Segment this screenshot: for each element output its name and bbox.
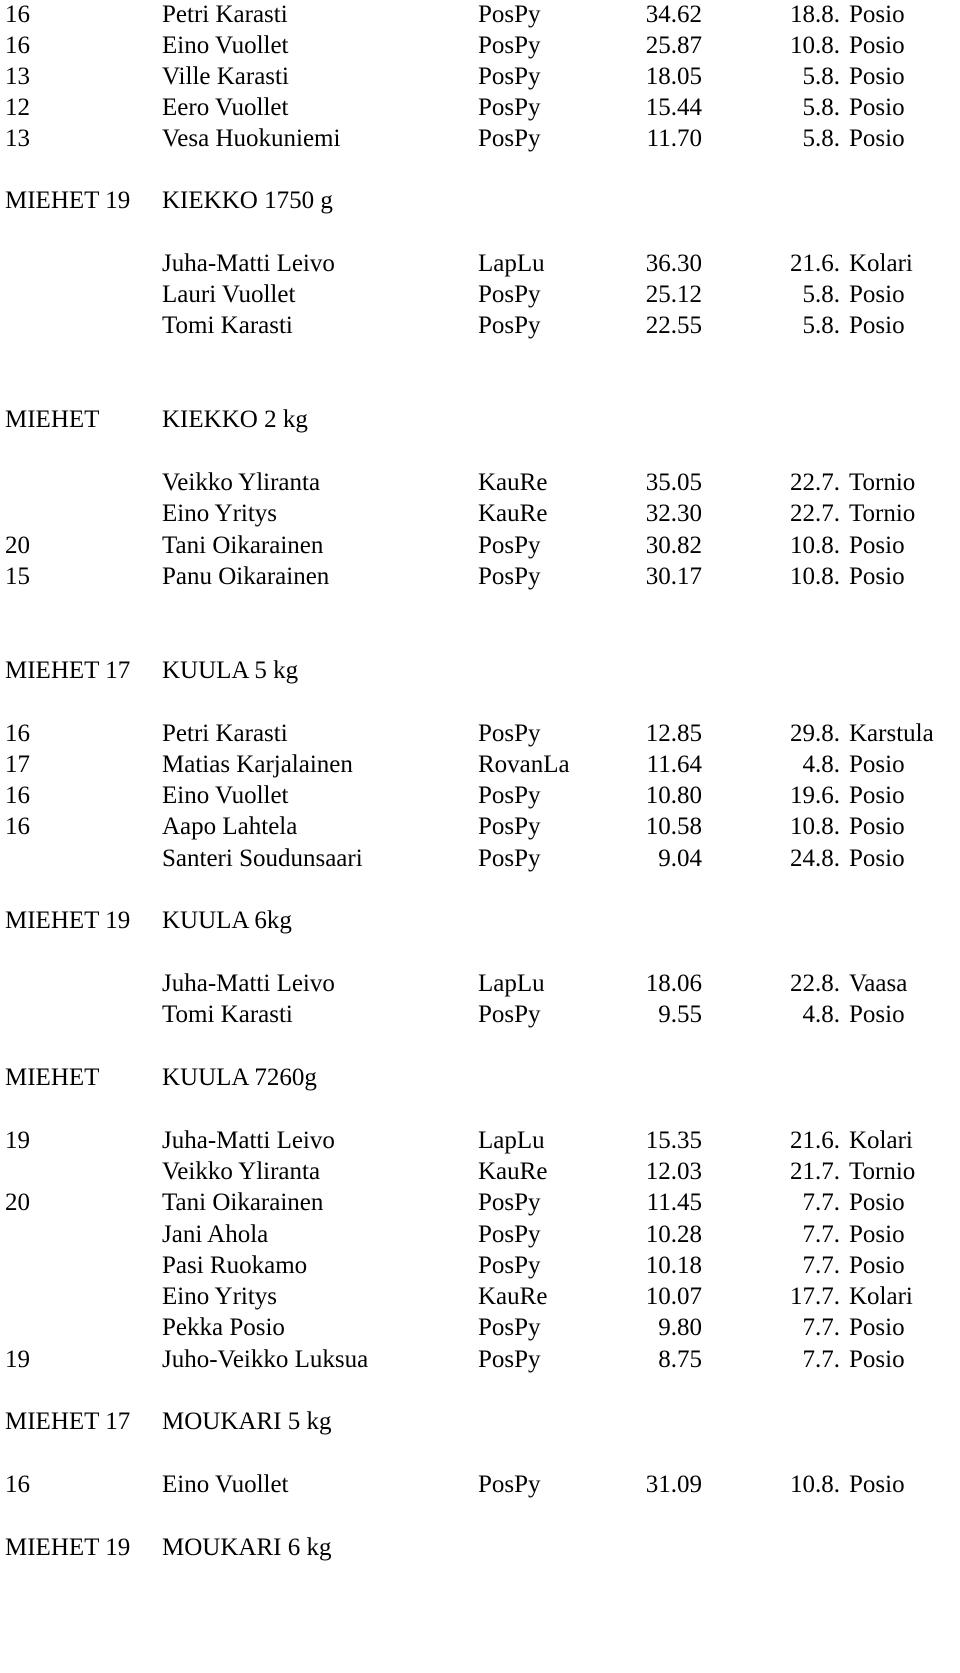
- section-event: KUULA 5 kg: [162, 657, 299, 684]
- athlete-name: Vesa Huokuniemi: [162, 125, 341, 152]
- result-place: Posio: [849, 1471, 905, 1498]
- result-place: Posio: [849, 813, 905, 840]
- athlete-club: PosPy: [478, 1001, 541, 1028]
- result-row: [0, 1157, 960, 1187]
- result-date: 21.6.: [790, 250, 840, 277]
- athlete-name: Tani Oikarainen: [162, 532, 324, 559]
- result-value: 9.04: [658, 845, 702, 872]
- result-value: 25.87: [645, 32, 702, 59]
- athlete-age: 15: [5, 563, 30, 590]
- result-date: 10.8.: [790, 32, 840, 59]
- section-heading: [0, 1063, 960, 1093]
- athlete-club: PosPy: [478, 813, 541, 840]
- athlete-name: Tomi Karasti: [162, 1001, 293, 1028]
- result-date: 24.8.: [790, 845, 840, 872]
- result-value: 30.82: [645, 532, 702, 559]
- section-heading: [0, 186, 960, 216]
- result-row: [0, 562, 960, 592]
- result-row: [0, 249, 960, 279]
- athlete-age: 16: [5, 782, 30, 809]
- athlete-name: Petri Karasti: [162, 720, 288, 747]
- athlete-name: Eino Yritys: [162, 1283, 278, 1310]
- athlete-name: Eino Vuollet: [162, 782, 289, 809]
- result-row: [0, 311, 960, 341]
- result-date: 21.7.: [790, 1158, 840, 1185]
- athlete-club: PosPy: [478, 281, 541, 308]
- athlete-age: 20: [5, 532, 30, 559]
- result-date: 17.7.: [790, 1283, 840, 1310]
- result-value: 8.75: [658, 1346, 702, 1373]
- result-date: 29.8.: [790, 720, 840, 747]
- athlete-age: 16: [5, 32, 30, 59]
- result-date: 19.6.: [790, 782, 840, 809]
- result-place: Tornio: [849, 1158, 916, 1185]
- result-row: [0, 499, 960, 529]
- athlete-age: 12: [5, 94, 30, 121]
- result-date: 10.8.: [790, 1471, 840, 1498]
- section-category: MIEHET: [5, 406, 100, 433]
- athlete-club: KauRe: [478, 500, 548, 527]
- result-value: 10.18: [645, 1252, 702, 1279]
- result-row: [0, 124, 960, 154]
- result-place: Posio: [849, 125, 905, 152]
- result-place: Vaasa: [849, 970, 908, 997]
- athlete-age: 16: [5, 1, 30, 28]
- athlete-name: Matias Karjalainen: [162, 751, 353, 778]
- result-place: Posio: [849, 1189, 905, 1216]
- athlete-club: KauRe: [478, 1283, 548, 1310]
- result-row: [0, 844, 960, 874]
- result-place: Posio: [849, 94, 905, 121]
- section-event: KUULA 7260g: [162, 1064, 317, 1091]
- result-value: 22.55: [645, 312, 702, 339]
- result-place: Posio: [849, 1001, 905, 1028]
- athlete-club: LapLu: [478, 970, 545, 997]
- result-row: [0, 969, 960, 999]
- result-value: 31.09: [645, 1471, 702, 1498]
- result-date: 5.8.: [802, 125, 840, 152]
- athlete-club: PosPy: [478, 63, 541, 90]
- result-value: 10.80: [645, 782, 702, 809]
- athlete-name: Juha-Matti Leivo: [162, 1127, 335, 1154]
- athlete-age: 20: [5, 1189, 30, 1216]
- athlete-club: PosPy: [478, 720, 541, 747]
- section-heading: [0, 1407, 960, 1437]
- result-date: 5.8.: [802, 312, 840, 339]
- section-heading: [0, 1533, 960, 1563]
- result-date: 5.8.: [802, 281, 840, 308]
- result-value: 9.80: [658, 1314, 702, 1341]
- section-category: MIEHET 19: [5, 907, 131, 934]
- section-category: MIEHET 17: [5, 1408, 131, 1435]
- result-date: 7.7.: [802, 1252, 840, 1279]
- result-date: 22.7.: [790, 500, 840, 527]
- athlete-name: Santeri Soudunsaari: [162, 845, 363, 872]
- result-date: 7.7.: [802, 1314, 840, 1341]
- result-row: [0, 812, 960, 842]
- result-row: [0, 0, 960, 30]
- athlete-club: PosPy: [478, 532, 541, 559]
- athlete-name: Jani Ahola: [162, 1221, 269, 1248]
- athlete-club: PosPy: [478, 1346, 541, 1373]
- result-place: Posio: [849, 782, 905, 809]
- section-heading: [0, 906, 960, 936]
- athlete-name: Veikko Yliranta: [162, 1158, 321, 1185]
- section-category: MIEHET: [5, 1064, 100, 1091]
- athlete-age: 13: [5, 125, 30, 152]
- result-place: Posio: [849, 281, 905, 308]
- result-value: 10.07: [645, 1283, 702, 1310]
- result-value: 9.55: [658, 1001, 702, 1028]
- result-row: [0, 1220, 960, 1250]
- section-event: KUULA 6kg: [162, 907, 292, 934]
- result-value: 11.64: [646, 751, 702, 778]
- athlete-club: PosPy: [478, 1252, 541, 1279]
- athlete-name: Eino Vuollet: [162, 32, 289, 59]
- result-place: Kolari: [849, 1127, 913, 1154]
- result-row: [0, 1000, 960, 1030]
- athlete-name: Veikko Yliranta: [162, 469, 321, 496]
- athlete-name: Juho-Veikko Luksua: [162, 1346, 369, 1373]
- athlete-name: Pasi Ruokamo: [162, 1252, 308, 1279]
- result-row: [0, 62, 960, 92]
- athlete-age: 13: [5, 63, 30, 90]
- section-event: KIEKKO 2 kg: [162, 406, 308, 433]
- result-value: 36.30: [645, 250, 702, 277]
- result-value: 18.06: [645, 970, 702, 997]
- athlete-club: PosPy: [478, 782, 541, 809]
- result-date: 21.6.: [790, 1127, 840, 1154]
- result-value: 25.12: [645, 281, 702, 308]
- section-event: MOUKARI 5 kg: [162, 1408, 332, 1435]
- result-place: Tornio: [849, 500, 916, 527]
- result-date: 18.8.: [790, 1, 840, 28]
- result-date: 5.8.: [802, 94, 840, 121]
- result-date: 4.8.: [802, 751, 840, 778]
- athlete-name: Tomi Karasti: [162, 312, 293, 339]
- section-heading: [0, 656, 960, 686]
- athlete-name: Juha-Matti Leivo: [162, 250, 335, 277]
- result-value: 11.70: [646, 125, 702, 152]
- athlete-age: 17: [5, 751, 30, 778]
- athlete-club: PosPy: [478, 94, 541, 121]
- athlete-name: Eero Vuollet: [162, 94, 289, 121]
- result-row: [0, 1126, 960, 1156]
- athlete-name: Pekka Posio: [162, 1314, 285, 1341]
- result-row: [0, 750, 960, 780]
- athlete-club: LapLu: [478, 1127, 545, 1154]
- result-row: [0, 1188, 960, 1218]
- athlete-club: KauRe: [478, 469, 548, 496]
- result-place: Tornio: [849, 469, 916, 496]
- section-category: MIEHET 19: [5, 1534, 131, 1561]
- result-value: 10.58: [645, 813, 702, 840]
- result-value: 35.05: [645, 469, 702, 496]
- result-row: [0, 531, 960, 561]
- result-date: 10.8.: [790, 532, 840, 559]
- result-value: 18.05: [645, 63, 702, 90]
- athlete-age: 19: [5, 1346, 30, 1373]
- athlete-age: 19: [5, 1127, 30, 1154]
- result-row: [0, 1313, 960, 1343]
- athlete-club: PosPy: [478, 312, 541, 339]
- athlete-club: PosPy: [478, 1471, 541, 1498]
- result-date: 5.8.: [802, 63, 840, 90]
- result-row: [0, 31, 960, 61]
- athlete-club: PosPy: [478, 845, 541, 872]
- result-value: 34.62: [645, 1, 702, 28]
- result-place: Posio: [849, 32, 905, 59]
- result-row: [0, 781, 960, 811]
- result-date: 7.7.: [802, 1221, 840, 1248]
- section-category: MIEHET 19: [5, 187, 131, 214]
- athlete-age: 16: [5, 1471, 30, 1498]
- athlete-name: Aapo Lahtela: [162, 813, 298, 840]
- athlete-name: Lauri Vuollet: [162, 281, 296, 308]
- result-place: Posio: [849, 1314, 905, 1341]
- athlete-club: RovanLa: [478, 751, 570, 778]
- athlete-club: KauRe: [478, 1158, 548, 1185]
- athlete-club: PosPy: [478, 1, 541, 28]
- result-date: 10.8.: [790, 813, 840, 840]
- result-date: 22.7.: [790, 469, 840, 496]
- result-row: [0, 1251, 960, 1281]
- result-row: [0, 1470, 960, 1500]
- result-date: 7.7.: [802, 1346, 840, 1373]
- section-heading: [0, 405, 960, 435]
- result-place: Posio: [849, 63, 905, 90]
- result-value: 12.85: [645, 720, 702, 747]
- athlete-club: PosPy: [478, 1189, 541, 1216]
- result-row: [0, 280, 960, 310]
- athlete-age: 16: [5, 720, 30, 747]
- result-value: 15.44: [645, 94, 702, 121]
- section-category: MIEHET 17: [5, 657, 131, 684]
- athlete-club: PosPy: [478, 32, 541, 59]
- athlete-club: PosPy: [478, 125, 541, 152]
- result-place: Kolari: [849, 1283, 913, 1310]
- section-event: KIEKKO 1750 g: [162, 187, 333, 214]
- result-row: [0, 1345, 960, 1375]
- result-date: 10.8.: [790, 563, 840, 590]
- result-value: 30.17: [645, 563, 702, 590]
- athlete-name: Eino Yritys: [162, 500, 278, 527]
- result-place: Posio: [849, 1221, 905, 1248]
- athlete-name: Juha-Matti Leivo: [162, 970, 335, 997]
- result-place: Posio: [849, 751, 905, 778]
- result-value: 10.28: [645, 1221, 702, 1248]
- result-date: 4.8.: [802, 1001, 840, 1028]
- result-place: Posio: [849, 312, 905, 339]
- athlete-club: LapLu: [478, 250, 545, 277]
- result-value: 11.45: [646, 1189, 702, 1216]
- athlete-name: Eino Vuollet: [162, 1471, 289, 1498]
- athlete-club: PosPy: [478, 563, 541, 590]
- result-place: Posio: [849, 1252, 905, 1279]
- result-place: Posio: [849, 1346, 905, 1373]
- result-value: 15.35: [645, 1127, 702, 1154]
- result-place: Karstula: [849, 720, 934, 747]
- result-place: Posio: [849, 563, 905, 590]
- result-row: [0, 1282, 960, 1312]
- result-place: Posio: [849, 532, 905, 559]
- result-date: 22.8.: [790, 970, 840, 997]
- result-date: 7.7.: [802, 1189, 840, 1216]
- result-row: [0, 719, 960, 749]
- result-row: [0, 468, 960, 498]
- athlete-name: Tani Oikarainen: [162, 1189, 324, 1216]
- result-place: Posio: [849, 845, 905, 872]
- result-row: [0, 93, 960, 123]
- result-place: Kolari: [849, 250, 913, 277]
- athlete-club: PosPy: [478, 1221, 541, 1248]
- athlete-name: Petri Karasti: [162, 1, 288, 28]
- athlete-club: PosPy: [478, 1314, 541, 1341]
- result-place: Posio: [849, 1, 905, 28]
- section-event: MOUKARI 6 kg: [162, 1534, 332, 1561]
- athlete-name: Panu Oikarainen: [162, 563, 330, 590]
- result-value: 12.03: [645, 1158, 702, 1185]
- athlete-name: Ville Karasti: [162, 63, 289, 90]
- result-value: 32.30: [645, 500, 702, 527]
- athlete-age: 16: [5, 813, 30, 840]
